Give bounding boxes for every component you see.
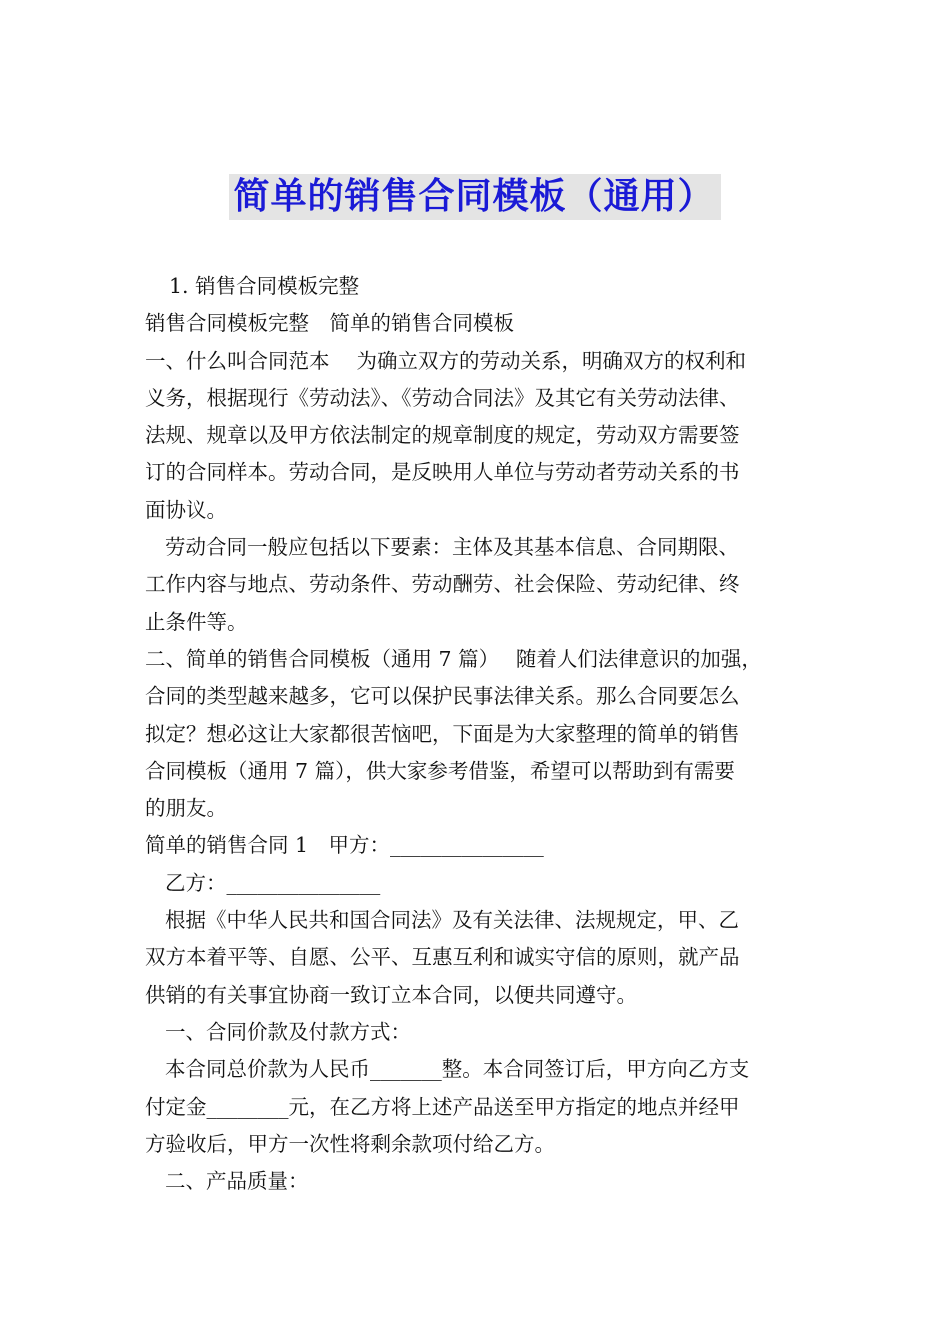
- text-line: 根据《中华人民共和国合同法》及有关法律、法规规定，甲、乙: [165, 908, 739, 933]
- text-line: 劳动合同一般应包括以下要素：主体及其基本信息、合同期限、: [165, 535, 739, 560]
- document-body: [145, 268, 825, 1200]
- title-container: [0, 174, 950, 220]
- text-line: 订的合同样本。劳动合同，是反映用人单位与劳动者劳动关系的书: [145, 460, 740, 485]
- text-line: 销售合同模板完整 简单的销售合同模板: [145, 311, 514, 336]
- text-line: 的朋友。: [145, 796, 227, 821]
- text-line: 方验收后，甲方一次性将剩余款项付给乙方。: [145, 1131, 555, 1156]
- text-line: 法规、规章以及甲方依法制定的规章制度的规定，劳动双方需要签: [145, 423, 740, 448]
- text-line: 工作内容与地点、劳动条件、劳动酬劳、社会保险、劳动纪律、终: [145, 572, 740, 597]
- text-line: 简单的销售合同 1 甲方：_______________: [145, 833, 544, 858]
- text-line: 止条件等。: [145, 609, 248, 634]
- text-line: 供销的有关事宜协商一致订立本合同，以便共同遵守。: [145, 982, 637, 1007]
- document-title: 简单的销售合同模板（通用）: [229, 174, 720, 220]
- text-line: 1. 销售合同模板完整: [169, 274, 360, 298]
- text-line: 义务，根据现行《劳动法》、《劳动合同法》及其它有关劳动法律、: [145, 385, 740, 410]
- text-line: 二、产品质量：: [165, 1169, 309, 1194]
- text-line: 付定金________元，在乙方将上述产品送至甲方指定的地点并经甲: [145, 1094, 740, 1119]
- text-line: 面协议。: [145, 497, 227, 522]
- text-line: 二、简单的销售合同模板（通用 7 篇） 随着人们法律意识的加强，: [145, 646, 762, 671]
- text-line: 一、合同价款及付款方式：: [165, 1019, 411, 1044]
- text-line: 合同模板（通用 7 篇），供大家参考借鉴，希望可以帮助到有需要: [145, 758, 735, 783]
- text-line: 双方本着平等、自愿、公平、互惠互利和诚实守信的原则，就产品: [145, 945, 740, 970]
- text-line: 本合同总价款为人民币_______整。本合同签订后，甲方向乙方支: [165, 1057, 750, 1082]
- text-line: 乙方：_______________: [165, 870, 381, 895]
- text-line: 拟定？想必这让大家都很苦恼吧，下面是为大家整理的简单的销售: [145, 721, 740, 746]
- text-line: 合同的类型越来越多，它可以保护民事法律关系。那么合同要怎么: [145, 684, 740, 709]
- text-line: 一、什么叫合同范本 为确立双方的劳动关系，明确双方的权利和: [145, 348, 747, 373]
